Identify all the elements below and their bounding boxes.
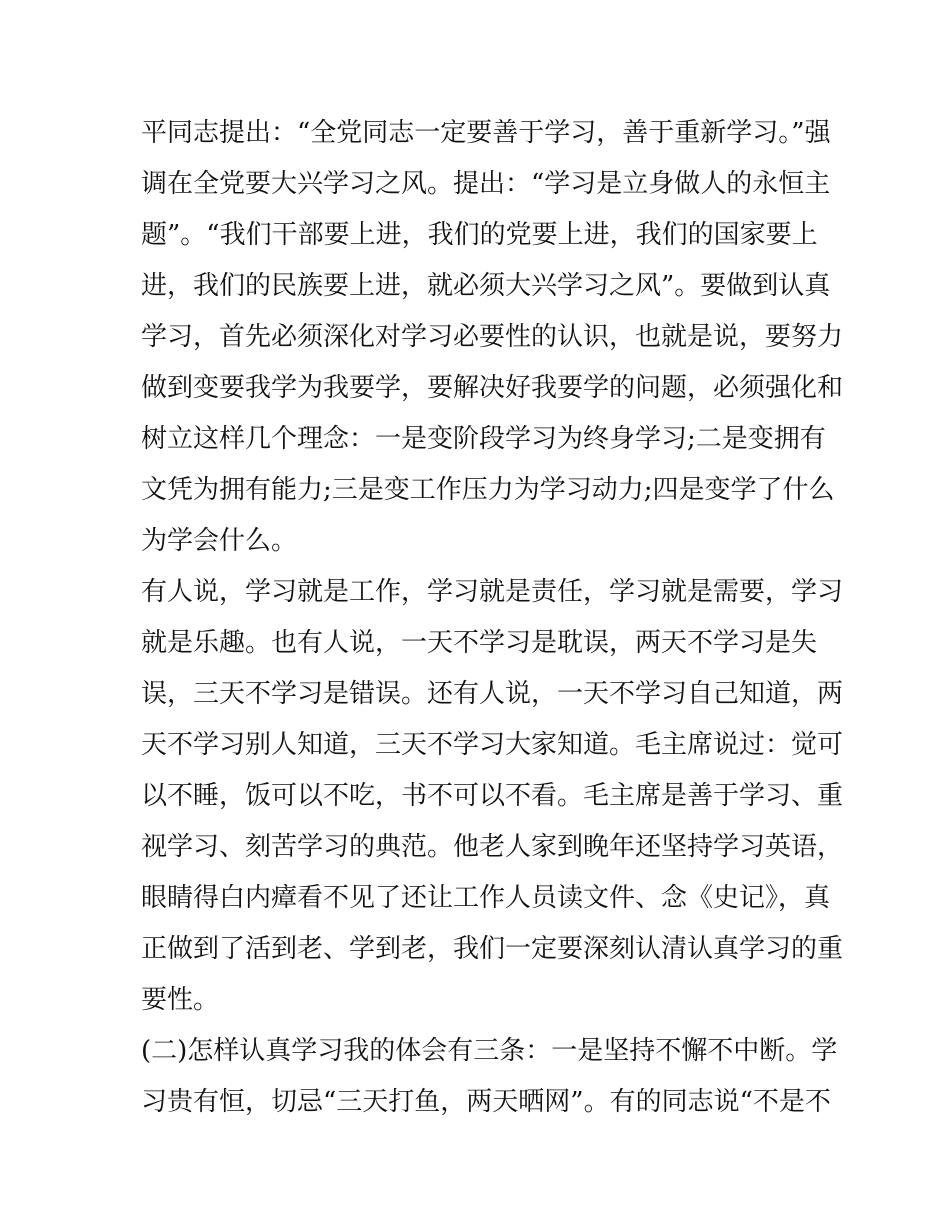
text-line: 以不睡，饭可以不吃，书不可以不看。毛主席是善于学习、重 [141,781,844,811]
text-line: 为学会什么。 [141,526,298,556]
document-body [141,108,844,1128]
text-line: 习贵有恒，切忌“三天打鱼，两天晒网”。有的同志说“不是不 [141,1087,831,1117]
text-line: 文凭为拥有能力;三是变工作压力为学习动力;四是变学了什么 [141,475,835,505]
text-line: 调在全党要大兴学习之风。提出：“学习是立身做人的永恒主 [141,169,831,199]
text-line: 视学习、刻苦学习的典范。他老人家到晚年还坚持学习英语， [141,832,844,862]
text-line: 题”。“我们干部要上进，我们的党要上进，我们的国家要上 [141,220,818,250]
text-line: 有人说，学习就是工作，学习就是责任，学习就是需要，学习 [141,577,844,607]
text-line: 平同志提出：“全党同志一定要善于学习，善于重新学习。”强 [141,118,831,148]
text-line: 进，我们的民族要上进，就必须大兴学习之风”。要做到认真 [141,271,831,301]
text-line: 误，三天不学习是错误。还有人说，一天不学习自己知道，两 [141,679,844,709]
text-line: (二)怎样认真学习我的体会有三条：一是坚持不懈不中断。学 [141,1036,838,1066]
text-line: 天不学习别人知道，三天不学习大家知道。毛主席说过：觉可 [141,730,844,760]
text-line: 做到变要我学为我要学，要解决好我要学的问题，必须强化和 [141,373,844,403]
text-line: 要性。 [141,985,220,1015]
text-line: 就是乐趣。也有人说，一天不学习是耽误，两天不学习是失 [141,628,818,658]
text-line: 树立这样几个理念：一是变阶段学习为终身学习;二是变拥有 [141,424,826,454]
text-line: 正做到了活到老、学到老，我们一定要深刻认清认真学习的重 [141,934,844,964]
text-line: 眼睛得白内瘴看不见了还让工作人员读文件、念《史记》，真 [141,883,831,913]
text-line: 学习，首先必须深化对学习必要性的认识，也就是说，要努力 [141,322,844,352]
